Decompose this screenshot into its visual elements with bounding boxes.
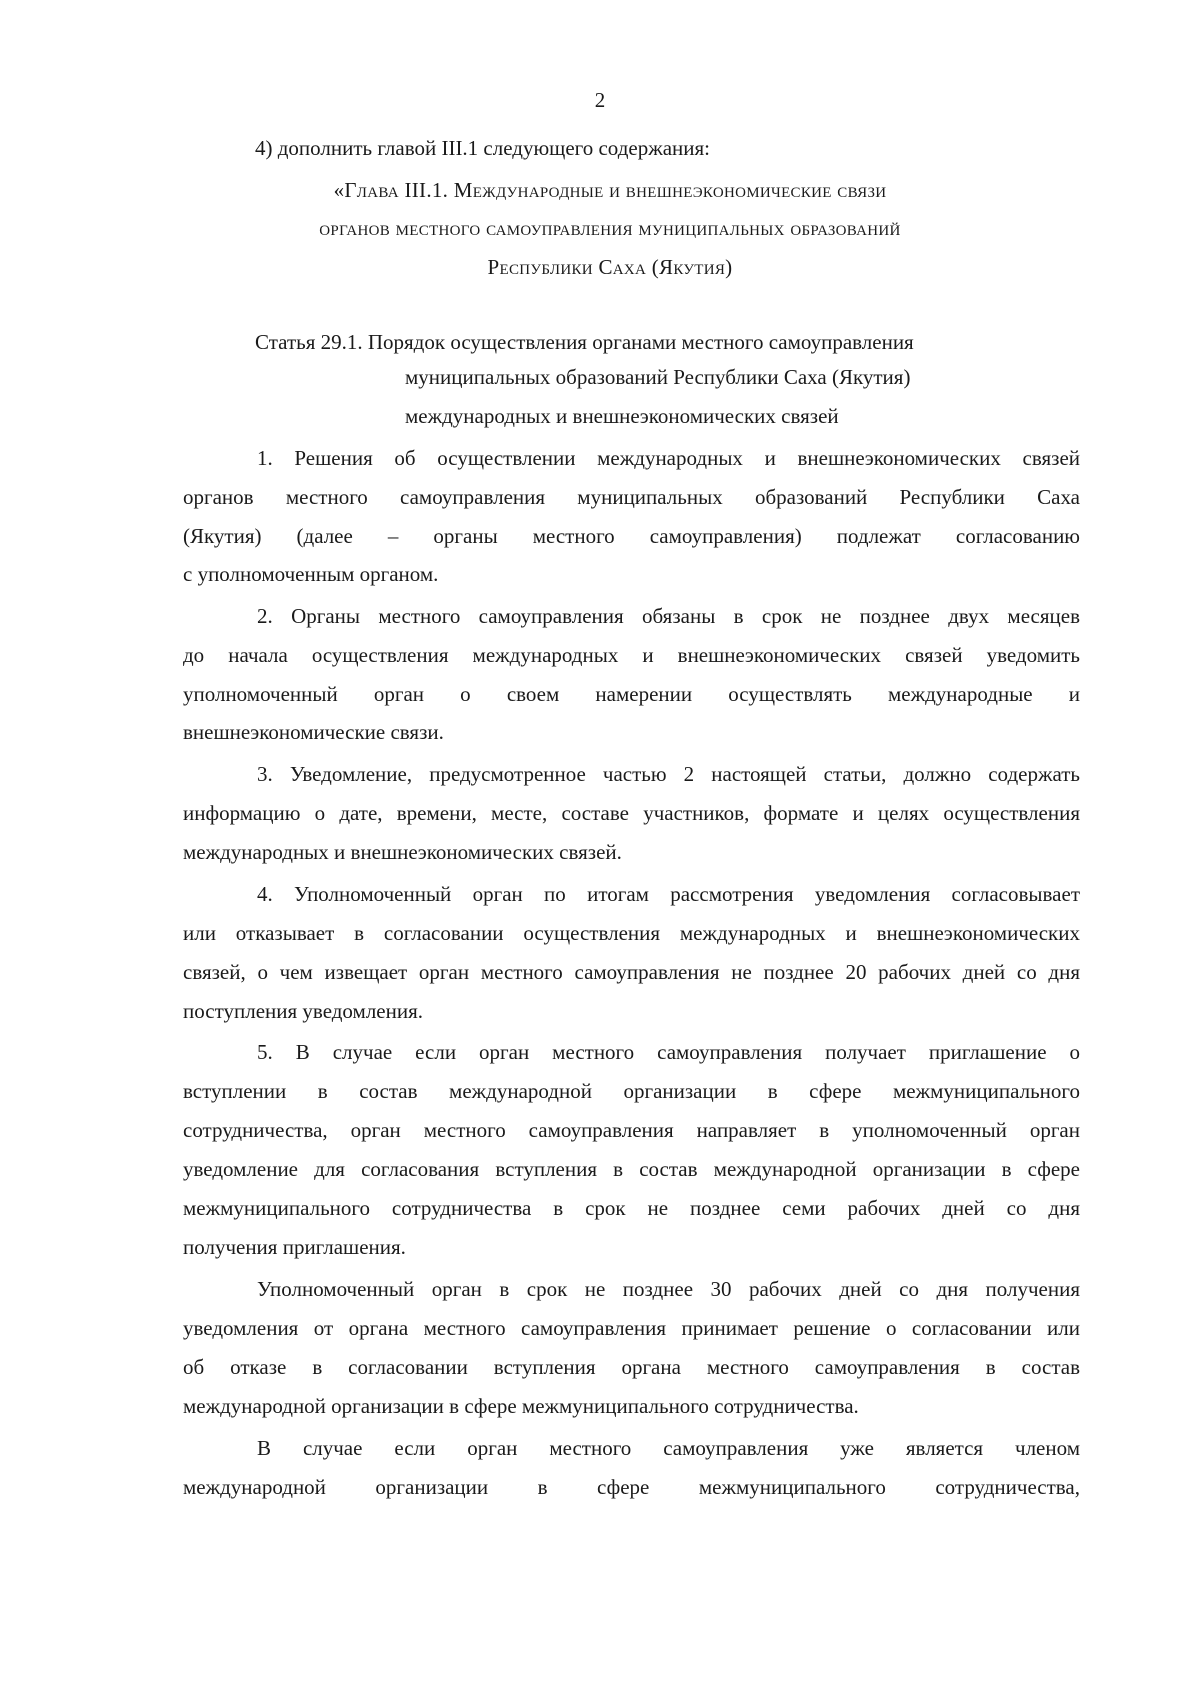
paragraph-2-line: уполномоченный орган о своем намерении осуществлять международные и: [183, 682, 1080, 706]
article-title-line-1: Статья 29.1. Порядок осуществления органами местного самоуправления: [255, 330, 914, 354]
paragraph-3-line: информацию о дате, времени, месте, составе участников, формате и целях осуществления: [183, 801, 1080, 825]
paragraph-6-line: международной организации в сфере межмуниципального сотрудничества.: [183, 1394, 859, 1418]
paragraph-4-line: поступления уведомления.: [183, 999, 424, 1023]
intro-line: 4) дополнить главой III.1 следующего содержания:: [255, 136, 711, 160]
article-title-line-3: международных и внешнеэкономических связей: [405, 404, 839, 428]
paragraph-6-line: об отказе в согласовании вступления органа местного самоуправления в состав: [183, 1355, 1080, 1379]
paragraph-5-line: уведомление для согласования вступления в состав международной организации в сфере: [183, 1157, 1080, 1181]
paragraph-3-line: 3. Уведомление, предусмотренное частью 2 настоящей статьи, должно содержать: [257, 762, 1080, 786]
article-title-line-2: муниципальных образований Республики Саха (Якутия): [405, 365, 911, 389]
paragraph-1-line: органов местного самоуправления муниципальных образований Республики Саха: [183, 485, 1080, 509]
paragraph-4-line: связей, о чем извещает орган местного самоуправления не позднее 20 рабочих дней со дня: [183, 960, 1080, 984]
paragraph-6-line: уведомления от органа местного самоуправления принимает решение о согласовании или: [183, 1316, 1080, 1340]
paragraph-2-line: 2. Органы местного самоуправления обязаны в срок не позднее двух месяцев: [257, 604, 1080, 628]
paragraph-4-line: 4. Уполномоченный орган по итогам рассмотрения уведомления согласовывает: [257, 882, 1080, 906]
paragraph-2-line: до начала осуществления международных и внешнеэкономических связей уведомить: [183, 643, 1080, 667]
paragraph-6-line: Уполномоченный орган в срок не позднее 30 рабочих дней со дня получения: [257, 1277, 1080, 1301]
paragraph-5-line: вступлении в состав международной организации в сфере межмуниципального: [183, 1079, 1080, 1103]
paragraph-2-line: внешнеэкономические связи.: [183, 720, 444, 744]
paragraph-1-line: (Якутия) (далее – органы местного самоуправления) подлежат согласованию: [183, 524, 1080, 548]
paragraph-1-line: 1. Решения об осуществлении международных и внешнеэкономических связей: [257, 446, 1080, 470]
paragraph-7-line: международной организации в сфере межмуниципального сотрудничества,: [183, 1475, 1080, 1499]
chapter-title-line-3: Республики Саха (Якутия): [487, 255, 733, 279]
paragraph-5-line: межмуниципального сотрудничества в срок не позднее семи рабочих дней со дня: [183, 1196, 1080, 1220]
chapter-title-line-2: органов местного самоуправления муниципальных образований: [319, 216, 901, 240]
chapter-title-line-1: «Глава III.1. Международные и внешнеэкономические связи: [333, 178, 887, 202]
paragraph-7-line: В случае если орган местного самоуправления уже является членом: [257, 1436, 1080, 1460]
paragraph-5-line: 5. В случае если орган местного самоуправления получает приглашение о: [257, 1040, 1080, 1064]
page-number: 2: [594, 88, 606, 112]
paragraph-5-line: сотрудничества, орган местного самоуправления направляет в уполномоченный орган: [183, 1118, 1080, 1142]
paragraph-5-line: получения приглашения.: [183, 1235, 406, 1259]
paragraph-3-line: международных и внешнеэкономических связей.: [183, 840, 622, 864]
paragraph-4-line: или отказывает в согласовании осуществления международных и внешнеэкономических: [183, 921, 1080, 945]
paragraph-1-line: с уполномоченным органом.: [183, 562, 439, 586]
